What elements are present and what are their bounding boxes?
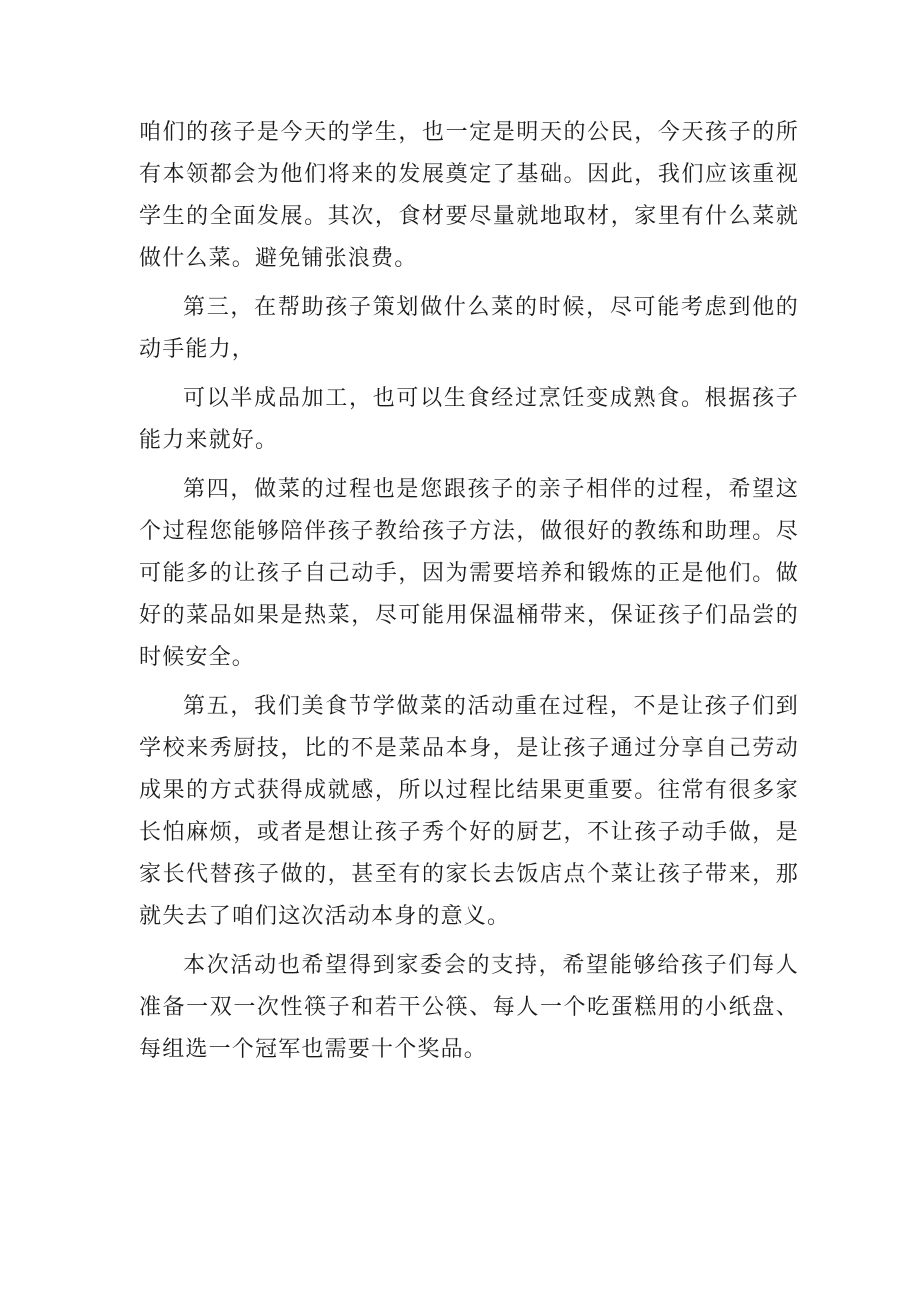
paragraph-2: 第三，在帮助孩子策划做什么菜的时候，尽可能考虑到他的动手能力，	[139, 295, 799, 362]
paragraph-1: 咱们的孩子是今天的学生，也一定是明天的公民，今天孩子的所有本领都会为他们将来的发展奠定了基础。因此，我们应该重视学生的全面发展。其次，食材要尽量就地取材，家里有什么菜就做什么菜。避免铺张浪费。	[139, 120, 799, 271]
paragraph-4: 第四，做菜的过程也是您跟孩子的亲子相伴的过程，希望这个过程您能够陪伴孩子教给孩子方法，做很好的教练和助理。尽可能多的让孩子自己动手，因为需要培养和锻炼的正是他们。做好的菜品如果是热菜，尽可能用保温桶带来，保证孩子们品尝的时候安全。	[139, 477, 799, 670]
paragraph-5: 第五，我们美食节学做菜的活动重在过程，不是让孩子们到学校来秀厨技，比的不是菜品本身，是让孩子通过分享自己劳动成果的方式获得成就感，所以过程比结果更重要。往常有很多家长怕麻烦，或者是想让孩子秀个好的厨艺，不让孩子动手做，是家长代替孩子做的，甚至有的家长去饭店点个菜让孩子带来，那就失去了咱们这次活动本身的意义。	[139, 694, 799, 929]
paragraph-6: 本次活动也希望得到家委会的支持，希望能够给孩子们每人准备一双一次性筷子和若干公筷、每人一个吃蛋糕用的小纸盘、每组选一个冠军也需要十个奖品。	[139, 953, 799, 1062]
paragraph-3: 可以半成品加工，也可以生食经过烹饪变成熟食。根据孩子能力来就好。	[139, 386, 799, 453]
document-body	[139, 112, 799, 1078]
